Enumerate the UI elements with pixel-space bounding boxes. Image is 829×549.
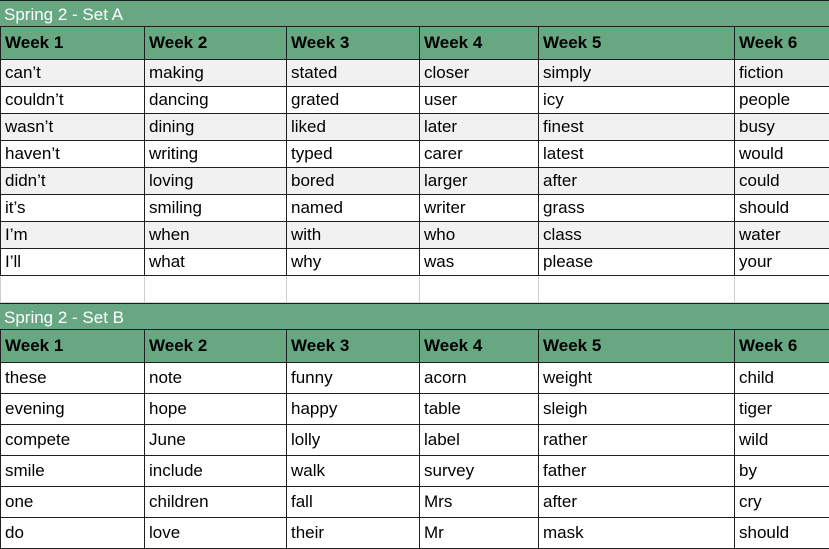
- table-cell[interactable]: when: [145, 221, 287, 248]
- table-cell[interactable]: typed: [287, 140, 420, 167]
- table-cell[interactable]: making: [145, 59, 287, 86]
- table-cell[interactable]: wasn’t: [1, 113, 145, 140]
- set-b-header-cell[interactable]: Week 4: [420, 330, 539, 362]
- table-cell[interactable]: fiction: [735, 59, 829, 86]
- table-cell[interactable]: evening: [1, 393, 145, 424]
- table-cell[interactable]: include: [145, 455, 287, 486]
- table-cell[interactable]: would: [735, 140, 829, 167]
- set-a-header-cell[interactable]: Week 6: [735, 27, 829, 59]
- table-cell[interactable]: funny: [287, 362, 420, 393]
- table-row: [1, 194, 829, 221]
- table-cell[interactable]: closer: [420, 59, 539, 86]
- empty-cell[interactable]: [539, 276, 735, 303]
- empty-cell[interactable]: [1, 276, 145, 303]
- table-cell[interactable]: acorn: [420, 362, 539, 393]
- set-a-table: [0, 27, 829, 276]
- table-cell[interactable]: stated: [287, 59, 420, 86]
- set-a-header-cell[interactable]: Week 1: [1, 27, 145, 59]
- table-cell[interactable]: father: [539, 455, 735, 486]
- table-cell[interactable]: was: [420, 248, 539, 275]
- table-cell[interactable]: later: [420, 113, 539, 140]
- table-cell[interactable]: writing: [145, 140, 287, 167]
- table-row: [1, 167, 829, 194]
- set-a-header-cell[interactable]: Week 5: [539, 27, 735, 59]
- table-cell[interactable]: grass: [539, 194, 735, 221]
- table-cell[interactable]: should: [735, 517, 829, 548]
- table-cell[interactable]: it’s: [1, 194, 145, 221]
- empty-cell[interactable]: [735, 276, 829, 303]
- table-cell[interactable]: note: [145, 362, 287, 393]
- table-cell[interactable]: tiger: [735, 393, 829, 424]
- table-cell[interactable]: love: [145, 517, 287, 548]
- table-cell[interactable]: latest: [539, 140, 735, 167]
- table-row: [1, 86, 829, 113]
- table-cell[interactable]: I’m: [1, 221, 145, 248]
- table-cell[interactable]: finest: [539, 113, 735, 140]
- table-cell[interactable]: named: [287, 194, 420, 221]
- table-cell[interactable]: weight: [539, 362, 735, 393]
- table-cell[interactable]: icy: [539, 86, 735, 113]
- table-row: [1, 486, 829, 517]
- table-cell[interactable]: what: [145, 248, 287, 275]
- table-cell[interactable]: by: [735, 455, 829, 486]
- table-cell[interactable]: hope: [145, 393, 287, 424]
- table-cell[interactable]: loving: [145, 167, 287, 194]
- table-cell[interactable]: compete: [1, 424, 145, 455]
- table-cell[interactable]: after: [539, 167, 735, 194]
- table-cell[interactable]: their: [287, 517, 420, 548]
- table-cell[interactable]: these: [1, 362, 145, 393]
- table-cell[interactable]: your: [735, 248, 829, 275]
- table-cell[interactable]: dancing: [145, 86, 287, 113]
- table-cell[interactable]: June: [145, 424, 287, 455]
- table-cell[interactable]: people: [735, 86, 829, 113]
- set-b-header-cell[interactable]: Week 6: [735, 330, 829, 362]
- table-cell[interactable]: should: [735, 194, 829, 221]
- table-cell[interactable]: cry: [735, 486, 829, 517]
- table-cell[interactable]: can’t: [1, 59, 145, 86]
- table-cell[interactable]: writer: [420, 194, 539, 221]
- table-cell[interactable]: fall: [287, 486, 420, 517]
- table-cell[interactable]: why: [287, 248, 420, 275]
- table-cell[interactable]: with: [287, 221, 420, 248]
- table-cell[interactable]: who: [420, 221, 539, 248]
- empty-row-table: [0, 276, 829, 304]
- table-row: [1, 140, 829, 167]
- table-cell[interactable]: carer: [420, 140, 539, 167]
- table-cell[interactable]: haven’t: [1, 140, 145, 167]
- table-cell[interactable]: larger: [420, 167, 539, 194]
- table-cell[interactable]: could: [735, 167, 829, 194]
- table-row: [1, 393, 829, 424]
- table-cell[interactable]: rather: [539, 424, 735, 455]
- table-row: [1, 517, 829, 548]
- set-a-header-cell[interactable]: Week 2: [145, 27, 287, 59]
- table-cell[interactable]: children: [145, 486, 287, 517]
- table-cell[interactable]: walk: [287, 455, 420, 486]
- table-cell[interactable]: mask: [539, 517, 735, 548]
- set-b-table: [0, 330, 829, 549]
- table-row: [1, 221, 829, 248]
- set-b-title[interactable]: Spring 2 - Set B: [0, 303, 829, 330]
- table-cell[interactable]: lolly: [287, 424, 420, 455]
- table-cell[interactable]: grated: [287, 86, 420, 113]
- table-cell[interactable]: busy: [735, 113, 829, 140]
- table-row: [1, 362, 829, 393]
- table-cell[interactable]: table: [420, 393, 539, 424]
- table-cell[interactable]: I’ll: [1, 248, 145, 275]
- table-cell[interactable]: smiling: [145, 194, 287, 221]
- table-cell[interactable]: sleigh: [539, 393, 735, 424]
- table-cell[interactable]: user: [420, 86, 539, 113]
- table-cell[interactable]: label: [420, 424, 539, 455]
- empty-cell[interactable]: [287, 276, 420, 303]
- table-cell[interactable]: do: [1, 517, 145, 548]
- table-cell[interactable]: happy: [287, 393, 420, 424]
- table-cell[interactable]: Mr: [420, 517, 539, 548]
- set-b-header-cell[interactable]: Week 1: [1, 330, 145, 362]
- table-cell[interactable]: liked: [287, 113, 420, 140]
- empty-cell[interactable]: [420, 276, 539, 303]
- table-cell[interactable]: Mrs: [420, 486, 539, 517]
- table-cell[interactable]: child: [735, 362, 829, 393]
- set-b-header-cell[interactable]: Week 2: [145, 330, 287, 362]
- table-cell[interactable]: please: [539, 248, 735, 275]
- set-b-header-cell[interactable]: Week 3: [287, 330, 420, 362]
- table-cell[interactable]: class: [539, 221, 735, 248]
- table-cell[interactable]: bored: [287, 167, 420, 194]
- table-cell[interactable]: couldn’t: [1, 86, 145, 113]
- set-a-header-cell[interactable]: Week 4: [420, 27, 539, 59]
- table-cell[interactable]: dining: [145, 113, 287, 140]
- set-a-header-cell[interactable]: Week 3: [287, 27, 420, 59]
- table-row: [1, 113, 829, 140]
- table-row: [1, 424, 829, 455]
- table-cell[interactable]: survey: [420, 455, 539, 486]
- table-cell[interactable]: wild: [735, 424, 829, 455]
- set-b-header-row: [1, 330, 829, 362]
- set-a-title[interactable]: Spring 2 - Set A: [0, 0, 829, 27]
- empty-row: [1, 276, 829, 303]
- table-row: [1, 248, 829, 275]
- set-b-header-cell[interactable]: Week 5: [539, 330, 735, 362]
- table-cell[interactable]: simply: [539, 59, 735, 86]
- table-cell[interactable]: one: [1, 486, 145, 517]
- table-row: [1, 455, 829, 486]
- table-cell[interactable]: smile: [1, 455, 145, 486]
- set-a-header-row: [1, 27, 829, 59]
- table-cell[interactable]: didn’t: [1, 167, 145, 194]
- table-cell[interactable]: after: [539, 486, 735, 517]
- table-row: [1, 59, 829, 86]
- empty-cell[interactable]: [145, 276, 287, 303]
- table-cell[interactable]: water: [735, 221, 829, 248]
